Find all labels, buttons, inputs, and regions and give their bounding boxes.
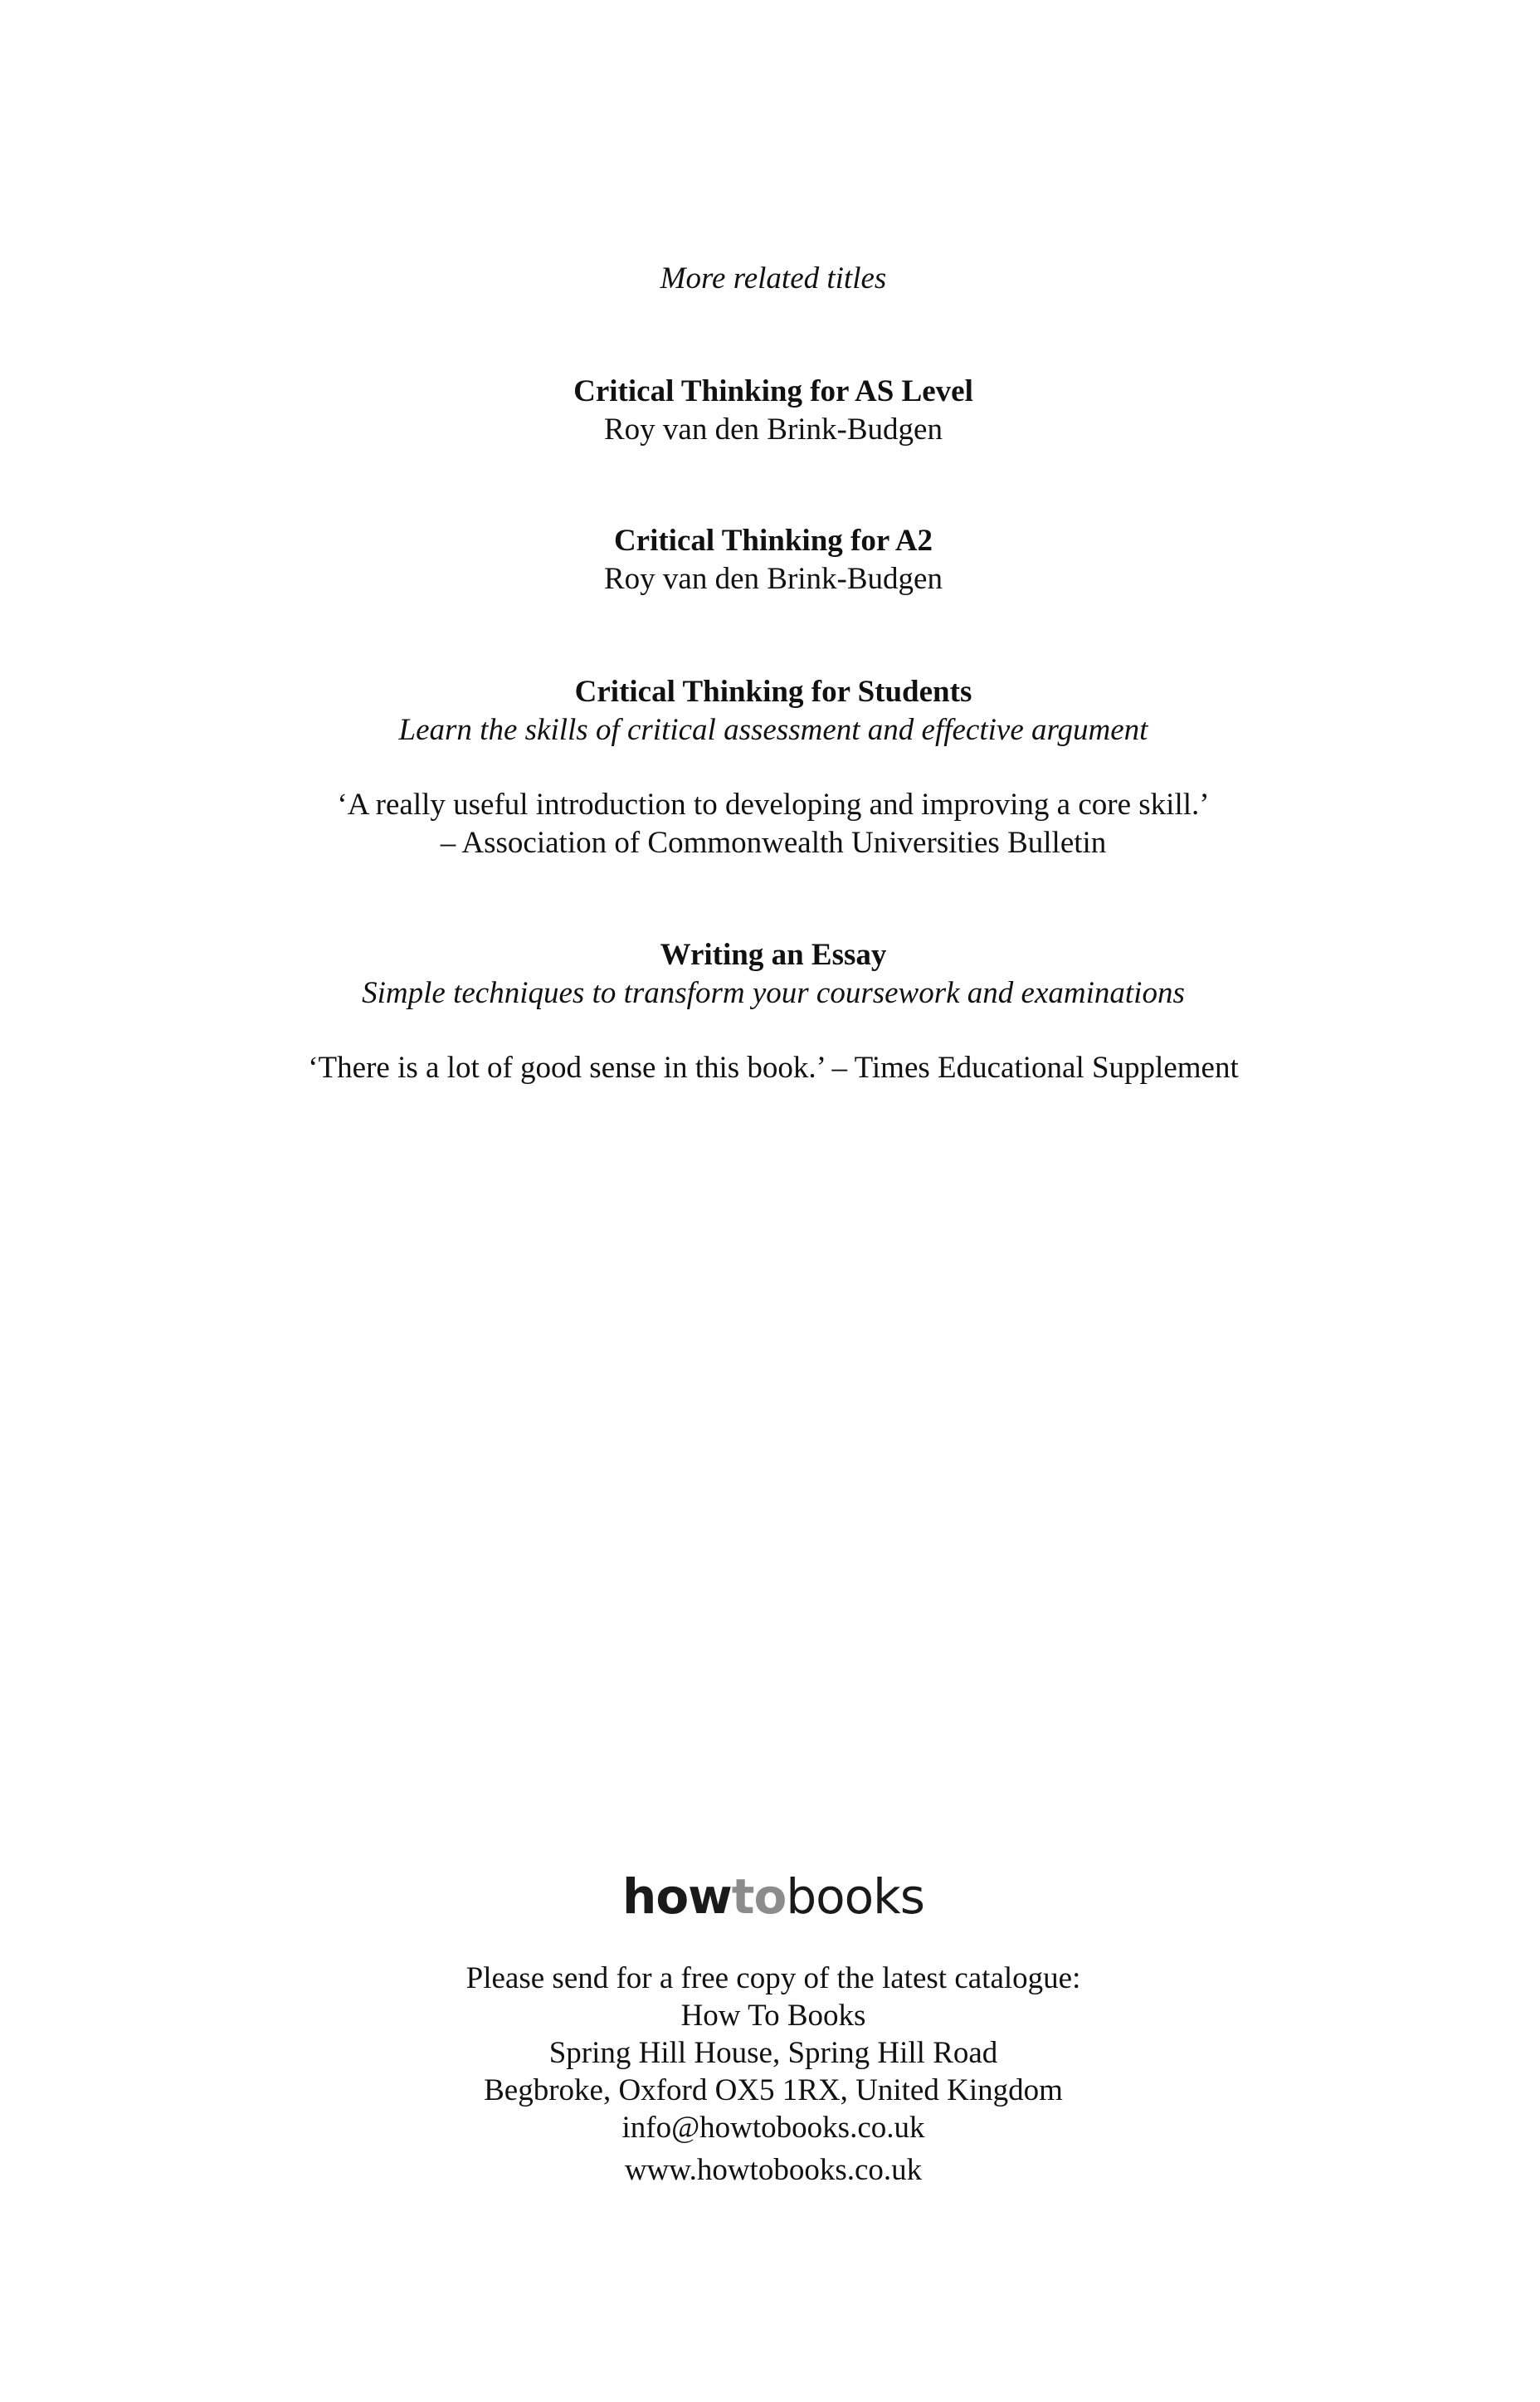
book-author: Roy van den Brink-Budgen xyxy=(604,413,943,447)
publisher-website: www.howtobooks.co.uk xyxy=(624,2153,923,2187)
publisher-name: How To Books xyxy=(680,1999,866,2033)
book-subtitle: Simple techniques to transform your coursework and examinations xyxy=(362,976,1185,1010)
book-title: Critical Thinking for A2 xyxy=(613,524,933,558)
book-title: Critical Thinking for AS Level xyxy=(573,374,973,408)
section-heading: More related titles xyxy=(660,261,887,295)
book-title: Critical Thinking for Students xyxy=(574,675,972,709)
logo-part-how: how xyxy=(622,1868,732,1925)
book-review-source: – Association of Commonwealth Universities Bulletin xyxy=(440,826,1107,860)
book-review-quote: ‘There is a lot of good sense in this book.’ – Times Educational Supplement xyxy=(308,1051,1239,1085)
address-line-1: Spring Hill House, Spring Hill Road xyxy=(548,2036,998,2070)
publisher-email: info@howtobooks.co.uk xyxy=(621,2111,925,2145)
address-line-2: Begbroke, Oxford OX5 1RX, United Kingdom xyxy=(484,2073,1063,2107)
catalogue-request: Please send for a free copy of the latest catalogue: xyxy=(465,1961,1081,1995)
book-title: Writing an Essay xyxy=(660,938,887,972)
book-review-quote: ‘A really useful introduction to developing and improving a core skill.’ xyxy=(337,788,1210,822)
book-subtitle: Learn the skills of critical assessment and effective argument xyxy=(398,713,1148,747)
howtobooks-logo xyxy=(0,1867,1540,1926)
logo-part-books: books xyxy=(786,1868,924,1925)
logo-part-to: to xyxy=(731,1868,787,1925)
book-author: Roy van den Brink-Budgen xyxy=(604,562,943,596)
